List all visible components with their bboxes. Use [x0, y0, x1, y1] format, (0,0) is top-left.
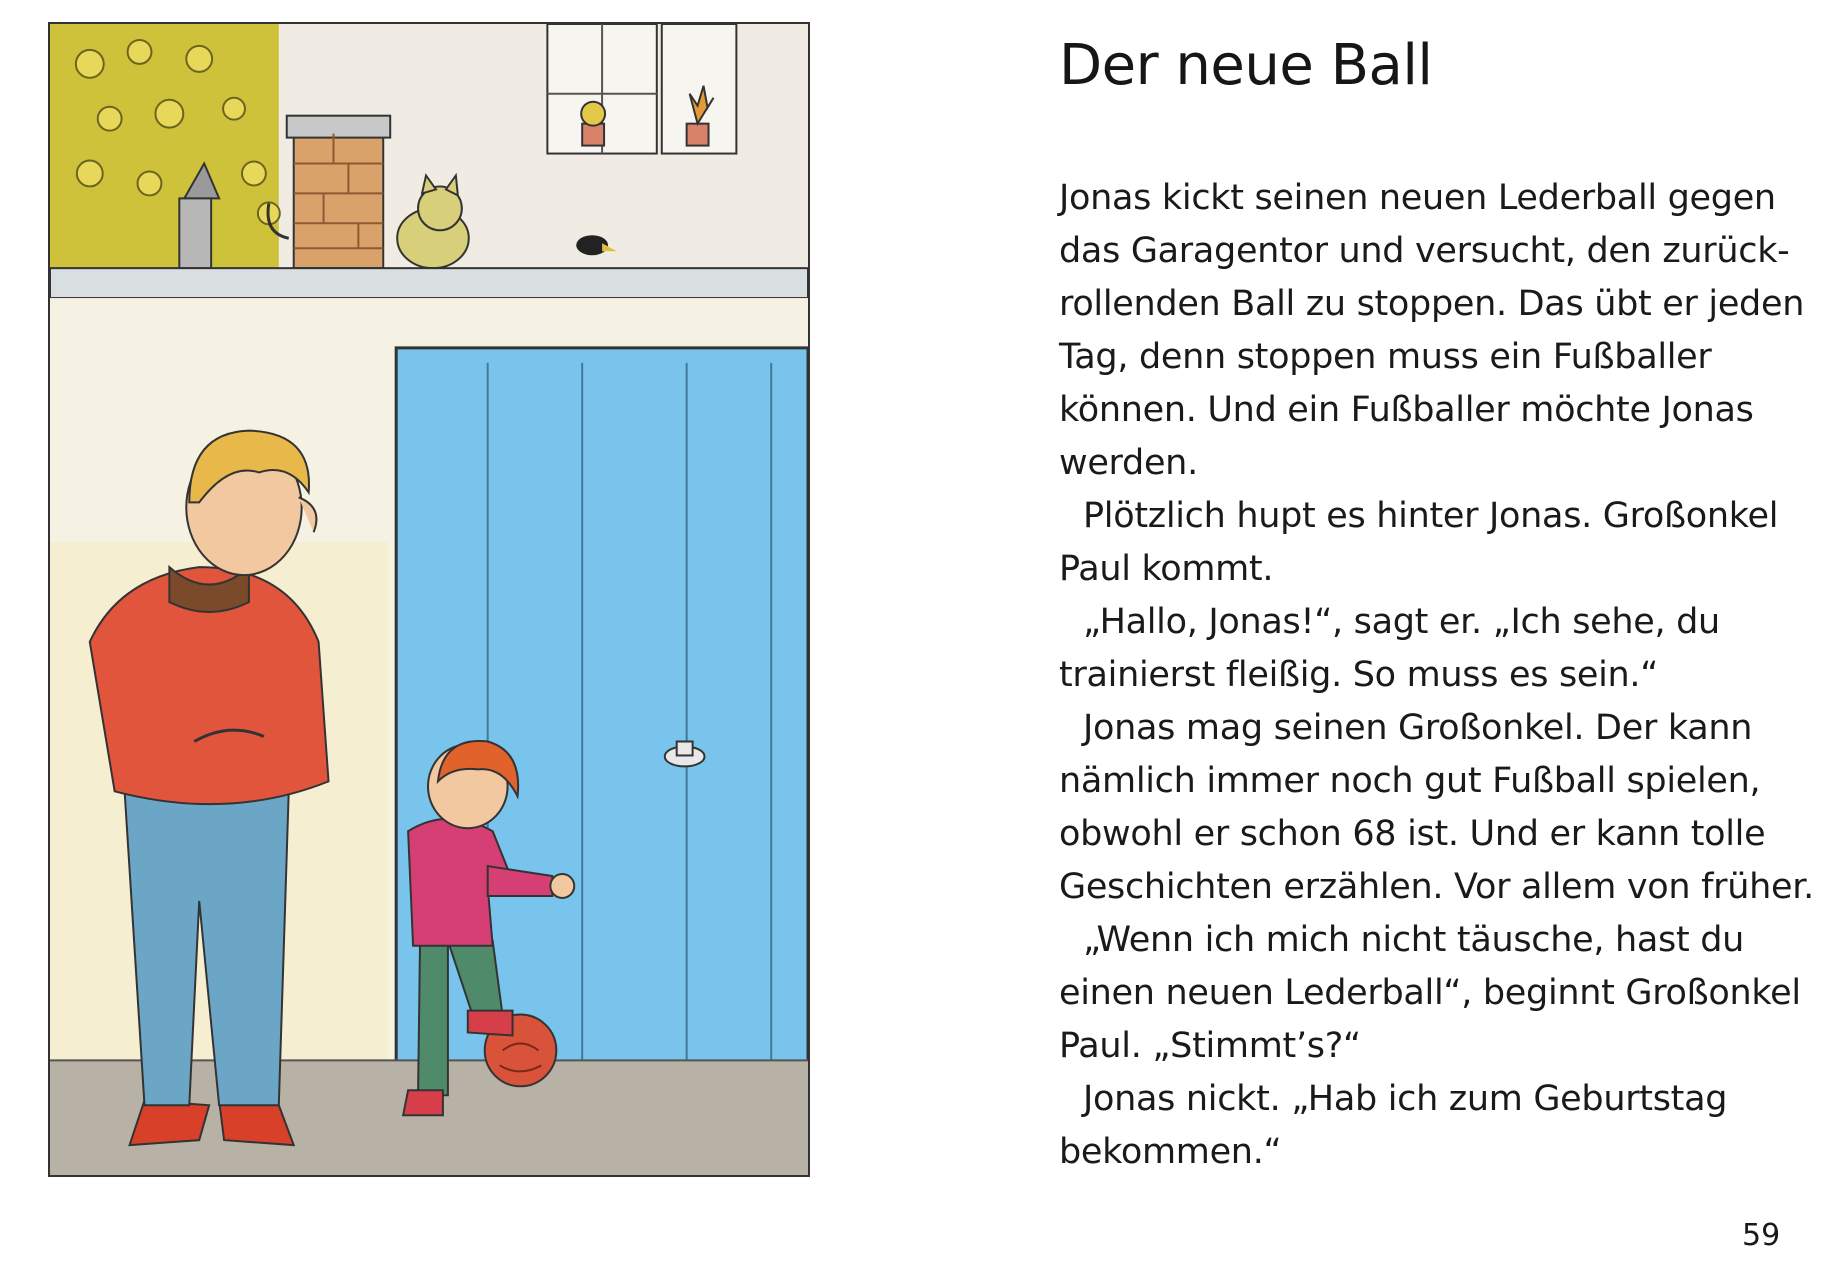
story-line: Paul kommt.	[1059, 549, 1274, 589]
story-line: trainierst fleißig. So muss es sein.“	[1059, 655, 1659, 695]
story-line: „Hallo, Jonas!“, sagt er. „Ich sehe, du	[1083, 602, 1720, 642]
story-line: Jonas nickt. „Hab ich zum Geburtstag	[1083, 1079, 1728, 1119]
story-line: „Wenn ich mich nicht täusche, hast du	[1083, 920, 1745, 960]
story-line: rollenden Ball zu stoppen. Das übt er jeden	[1059, 284, 1805, 324]
story-line: Geschichten erzählen. Vor allem von früher.	[1059, 867, 1814, 907]
story-line: werden.	[1059, 443, 1198, 483]
story-illustration	[48, 22, 810, 1177]
story-line: Plötzlich hupt es hinter Jonas. Großonkel	[1083, 496, 1779, 536]
text-column	[1059, 30, 1819, 1179]
story-line: einen neuen Lederball“, beginnt Großonkel	[1059, 973, 1801, 1013]
story-line: obwohl er schon 68 ist. Und er kann tolle	[1059, 814, 1766, 854]
page-number: 59	[1742, 1218, 1781, 1253]
story-line: Paul. „Stimmt’s?“	[1059, 1026, 1361, 1066]
page-title: Der neue Ball	[1059, 33, 1433, 98]
story-line: Tag, denn stoppen muss ein Fußballer	[1059, 337, 1712, 377]
story-line: Jonas kickt seinen neuen Lederball gegen	[1059, 178, 1776, 218]
story-line: bekommen.“	[1059, 1132, 1282, 1172]
story-line: Jonas mag seinen Großonkel. Der kann	[1083, 708, 1753, 748]
story-line: können. Und ein Fußballer möchte Jonas	[1059, 390, 1754, 430]
story-text	[1059, 172, 1819, 1179]
story-line: nämlich immer noch gut Fußball spielen,	[1059, 761, 1761, 801]
story-line: das Garagentor und versucht, den zurück-	[1059, 231, 1790, 271]
illustration-garage-scene	[50, 24, 808, 1175]
